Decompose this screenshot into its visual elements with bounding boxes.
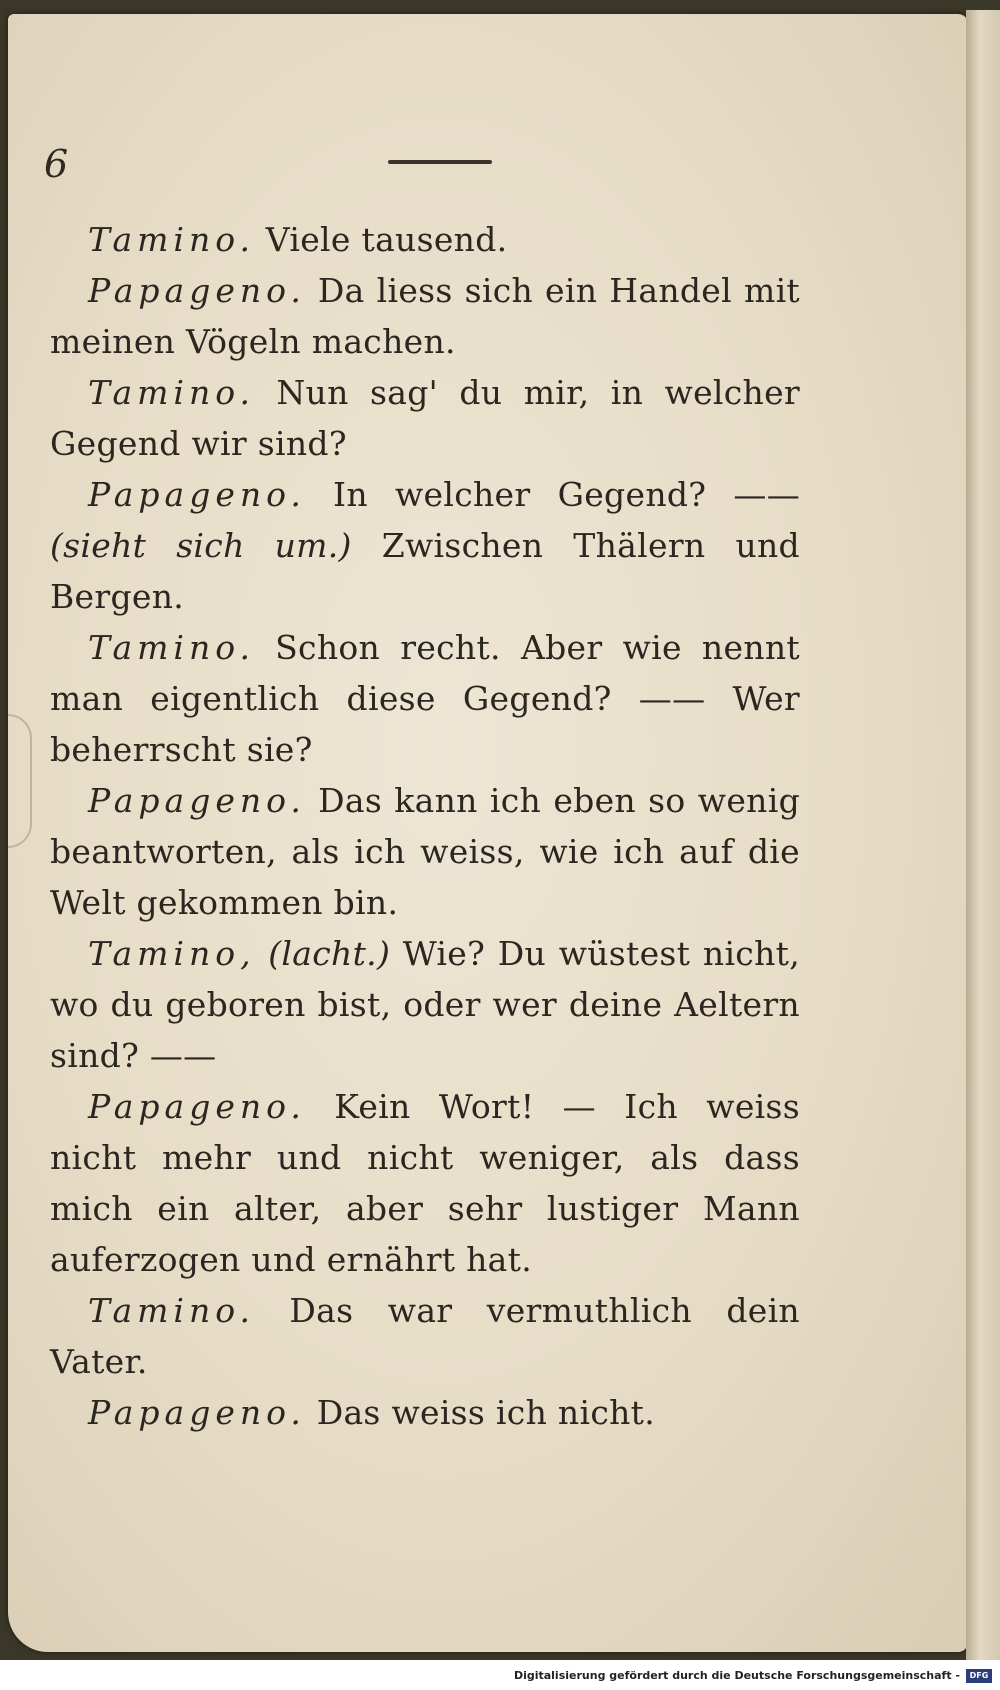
dialogue-paragraph bbox=[50, 928, 800, 1081]
dialogue-line: Das weiss ich nicht. bbox=[316, 1393, 656, 1432]
dialogue-text bbox=[50, 214, 800, 1438]
header-rule bbox=[388, 160, 492, 164]
dialogue-paragraph bbox=[50, 214, 800, 265]
speaker-name: Tamino. bbox=[88, 628, 255, 667]
speaker-name: Papageno. bbox=[88, 1087, 306, 1126]
speaker-name: Tamino. bbox=[88, 1291, 255, 1330]
speaker-name: Papageno. bbox=[88, 1393, 306, 1432]
dialogue-line: Viele tausend. bbox=[265, 220, 508, 259]
page-curl-shadow bbox=[8, 714, 32, 848]
speaker-name: Papageno. bbox=[88, 781, 306, 820]
stage-direction: (sieht sich um.) bbox=[50, 526, 352, 565]
dialogue-line: In welcher Gegend? —— bbox=[333, 475, 800, 514]
dialogue-line: Das war vermuthlich dein Vater. bbox=[50, 1291, 800, 1381]
dialogue-paragraph bbox=[50, 1285, 800, 1387]
dialogue-line: Zwischen Thälern und Bergen. bbox=[50, 526, 800, 616]
page-number: 6 bbox=[44, 142, 69, 186]
dialogue-line: Da liess sich ein Handel mit meinen Vögeln machen. bbox=[50, 271, 800, 361]
dialogue-paragraph bbox=[50, 469, 800, 622]
footer-bar bbox=[0, 1660, 1000, 1690]
dialogue-paragraph bbox=[50, 775, 800, 928]
dialogue-line: Nun sag' du mir, in welcher Gegend wir sind? bbox=[50, 373, 801, 463]
dialogue-line: Kein Wort! — Ich weiss nicht mehr und nicht weniger, als dass mich ein alter, aber sehr lustiger Mann auferzogen und ernährt hat. bbox=[50, 1087, 800, 1279]
speaker-name: Tamino, bbox=[88, 934, 256, 973]
dialogue-line: Wie? Du wüstest nicht, wo du geboren bist, oder wer deine Aeltern sind? —— bbox=[50, 934, 800, 1075]
dialogue-paragraph bbox=[50, 367, 800, 469]
speaker-name: Papageno. bbox=[88, 475, 306, 514]
dialogue-paragraph bbox=[50, 265, 800, 367]
speaker-name: Tamino. bbox=[88, 373, 255, 412]
funding-credit: Digitalisierung gefördert durch die Deutsche Forschungsgemeinschaft - bbox=[513, 1669, 960, 1682]
dialogue-paragraph bbox=[50, 1081, 800, 1285]
dfg-logo-icon: DFG bbox=[966, 1669, 992, 1683]
dialogue-paragraph bbox=[50, 1387, 800, 1438]
dialogue-line: Das kann ich eben so wenig beantworten, als ich weiss, wie ich auf die Welt gekommen bin. bbox=[50, 781, 801, 922]
book-page bbox=[8, 14, 968, 1652]
dialogue-paragraph bbox=[50, 622, 800, 775]
dialogue-line: Schon recht. Aber wie nennt man eigentlich diese Gegend? —— Wer beherrscht sie? bbox=[50, 628, 800, 769]
speaker-name: Papageno. bbox=[88, 271, 306, 310]
speaker-name: Tamino. bbox=[88, 220, 255, 259]
stage-direction: (lacht.) bbox=[268, 934, 391, 973]
next-page-edge bbox=[966, 10, 1000, 1660]
